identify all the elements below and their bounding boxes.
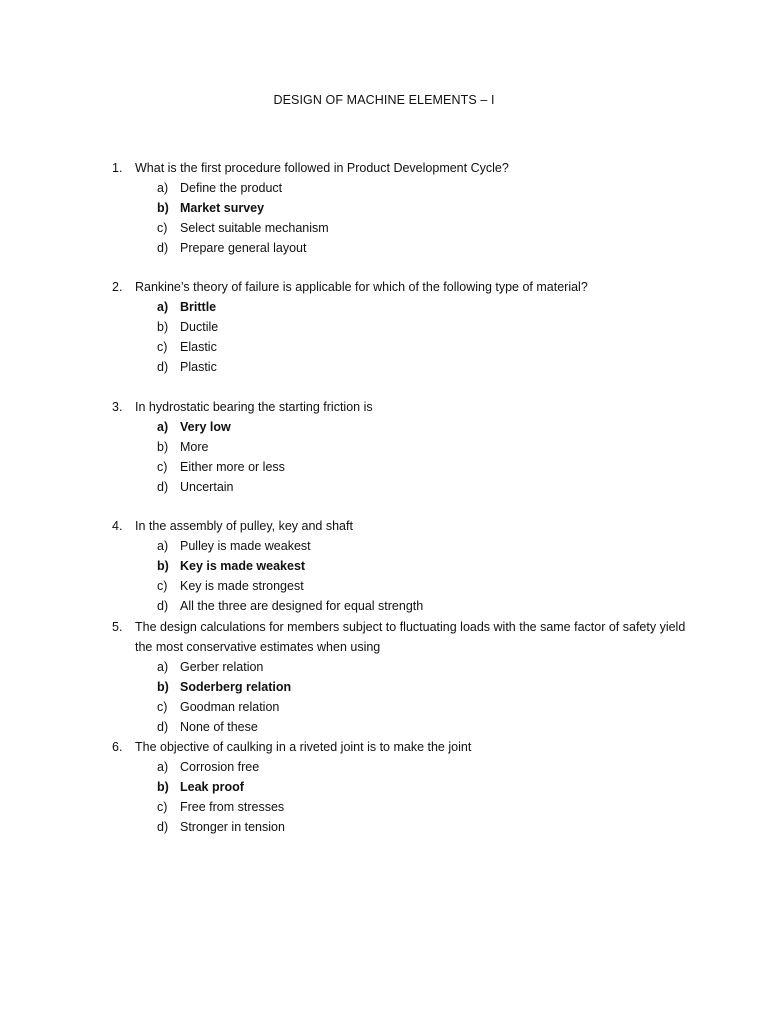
option-text: Elastic [180,340,217,354]
option-text: Define the product [180,181,283,195]
option-text: Uncertain [180,480,234,494]
option-text: Goodman relation [180,700,280,714]
option-d [157,717,692,737]
question-text: In the assembly of pulley, key and shaft [135,519,353,533]
option-c [157,797,692,817]
question-2 [112,277,692,377]
option-list [157,757,692,837]
option-letter: b) [157,680,169,694]
option-list [157,417,692,497]
option-text: Plastic [180,360,217,374]
option-letter: d) [157,720,169,734]
question-1 [112,158,692,258]
option-b [157,437,692,457]
document-title: DESIGN OF MACHINE ELEMENTS – I [273,93,495,107]
option-letter: c) [157,800,168,814]
question-4 [112,516,692,616]
option-text: Brittle [180,300,217,314]
option-text: Free from stresses [180,800,285,814]
option-text: Corrosion free [180,760,260,774]
option-d [157,477,692,497]
option-text: More [180,440,209,454]
option-b [157,317,692,337]
option-b-correct [157,556,692,576]
option-a [157,757,692,777]
question-number: 3. [112,400,123,414]
option-letter: d) [157,480,169,494]
option-letter: b) [157,201,169,215]
option-text: Key is made weakest [180,559,306,573]
question-6 [112,737,692,837]
option-text: Ductile [180,320,219,334]
option-list [157,536,692,616]
option-c [157,337,692,357]
option-text: Market survey [180,201,265,215]
question-text: The objective of caulking in a riveted joint is to make the joint [135,740,472,754]
option-letter: a) [157,300,169,314]
option-letter: b) [157,559,169,573]
option-letter: b) [157,320,169,334]
option-d [157,238,692,258]
option-c [157,576,692,596]
option-text: Soderberg relation [180,680,292,694]
option-letter: c) [157,221,168,235]
question-text: In hydrostatic bearing the starting friction is [135,400,373,414]
option-a-correct [157,417,692,437]
option-d [157,817,692,837]
option-letter: c) [157,700,168,714]
option-list [157,178,692,258]
option-list [157,297,692,377]
option-c [157,218,692,238]
question-text: Rankine’s theory of failure is applicable for which of the following type of material? [135,280,588,294]
question-number: 5. [112,620,123,634]
option-text: Gerber relation [180,660,264,674]
option-letter: a) [157,539,169,553]
question-number: 6. [112,740,123,754]
question-3 [112,397,692,497]
option-letter: d) [157,820,169,834]
option-letter: c) [157,579,168,593]
option-text: Pulley is made weakest [180,539,311,553]
option-c [157,697,692,717]
option-text: None of these [180,720,258,734]
option-text: Select suitable mechanism [180,221,329,235]
option-letter: a) [157,181,169,195]
question-5 [112,617,692,737]
option-text: Key is made strongest [180,579,304,593]
option-d [157,357,692,377]
option-a [157,657,692,677]
question-text: What is the first procedure followed in Product Development Cycle? [135,161,509,175]
option-text: Either more or less [180,460,285,474]
option-text: Prepare general layout [180,241,307,255]
option-letter: b) [157,780,169,794]
option-letter: d) [157,599,169,613]
question-number: 4. [112,519,123,533]
option-letter: a) [157,420,169,434]
option-letter: a) [157,660,169,674]
option-a [157,536,692,556]
option-letter: d) [157,241,169,255]
option-a [157,178,692,198]
option-text: Very low [180,420,231,434]
option-list [157,657,692,737]
question-number: 2. [112,280,123,294]
question-text: The design calculations for members subject to fluctuating loads with the same factor of safety yield the most conservative estimates when using [135,620,686,654]
option-a-correct [157,297,692,317]
option-letter: b) [157,440,169,454]
option-letter: c) [157,340,168,354]
option-text: Leak proof [180,780,244,794]
option-letter: d) [157,360,169,374]
option-text: Stronger in tension [180,820,285,834]
question-number: 1. [112,161,123,175]
option-d [157,596,692,616]
option-c [157,457,692,477]
option-b-correct [157,777,692,797]
option-letter: c) [157,460,168,474]
option-letter: a) [157,760,169,774]
option-b-correct [157,677,692,697]
option-text: All the three are designed for equal strength [180,599,424,613]
option-b-correct [157,198,692,218]
